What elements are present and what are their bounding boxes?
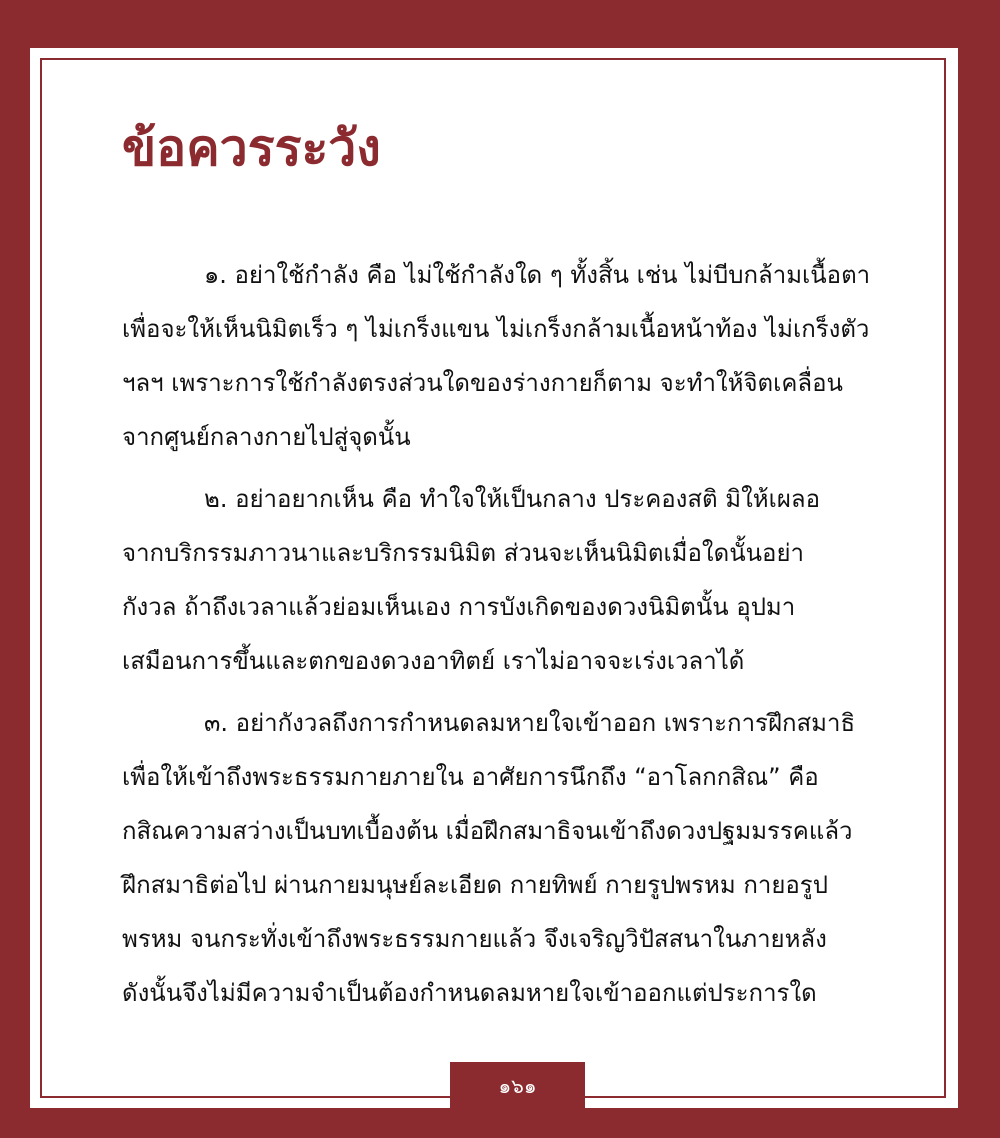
paragraph-line: เสมือนการขึ้นและตกของดวงอาทิตย์ เราไม่อาจจะเร่งเวลาได้ <box>122 647 745 675</box>
paragraph-line: ดังนั้นจึงไม่มีความจำเป็นต้องกำหนดลมหายใจเข้าออกแต่ประการใด <box>122 979 817 1007</box>
page-title: ข้อควรระวัง <box>122 118 381 177</box>
paragraph-line: ฝึกสมาธิต่อไป ผ่านกายมนุษย์ละเอียด กายทิพย์ กายรูปพรหม กายอรูป <box>122 871 828 899</box>
paragraph-3 <box>122 696 912 1020</box>
paragraph-line: กสิณความสว่างเป็นบทเบื้องต้น เมื่อฝึกสมาธิจนเข้าถึงดวงปฐมมรรคแล้ว <box>122 817 853 845</box>
paragraph-line: ๓. อย่ากังวลถึงการกำหนดลมหายใจเข้าออก เพราะการฝึกสมาธิ <box>204 709 856 737</box>
paragraph-2 <box>122 472 912 688</box>
paragraph-line: กังวล ถ้าถึงเวลาแล้วย่อมเห็นเอง การบังเกิดของดวงนิมิตนั้น อุปมา <box>122 593 796 621</box>
paragraph-line: จากบริกรรมภาวนาและบริกรรมนิมิต ส่วนจะเห็นนิมิตเมื่อใดนั้นอย่า <box>122 539 804 567</box>
paragraph-line: ๒. อย่าอยากเห็น คือ ทำใจให้เป็นกลาง ประคองสติ มิให้เผลอ <box>204 485 821 513</box>
paragraph-1 <box>122 248 912 464</box>
paragraph-line: ๑. อย่าใช้กำลัง คือ ไม่ใช้กำลังใด ๆ ทั้งสิ้น เช่น ไม่บีบกล้ามเนื้อตา <box>204 261 871 289</box>
paragraph-line: พรหม จนกระทั่งเข้าถึงพระธรรมกายแล้ว จึงเจริญวิปัสสนาในภายหลัง <box>122 925 827 953</box>
body-text <box>122 248 912 1028</box>
paragraph-line: ฯลฯ เพราะการใช้กำลังตรงส่วนใดของร่างกายก็ตาม จะทำให้จิตเคลื่อน <box>122 369 843 397</box>
paragraph-line: เพื่อให้เข้าถึงพระธรรมกายภายใน อาศัยการนึกถึง “อาโลกกสิณ” คือ <box>122 763 819 791</box>
paragraph-line: จากศูนย์กลางกายไปสู่จุดนั้น <box>122 423 411 451</box>
paragraph-line: เพื่อจะให้เห็นนิมิตเร็ว ๆ ไม่เกร็งแขน ไม่เกร็งกล้ามเนื้อหน้าท้อง ไม่เกร็งตัว <box>122 315 870 343</box>
page-number: ๑๖๑ <box>498 1074 537 1098</box>
